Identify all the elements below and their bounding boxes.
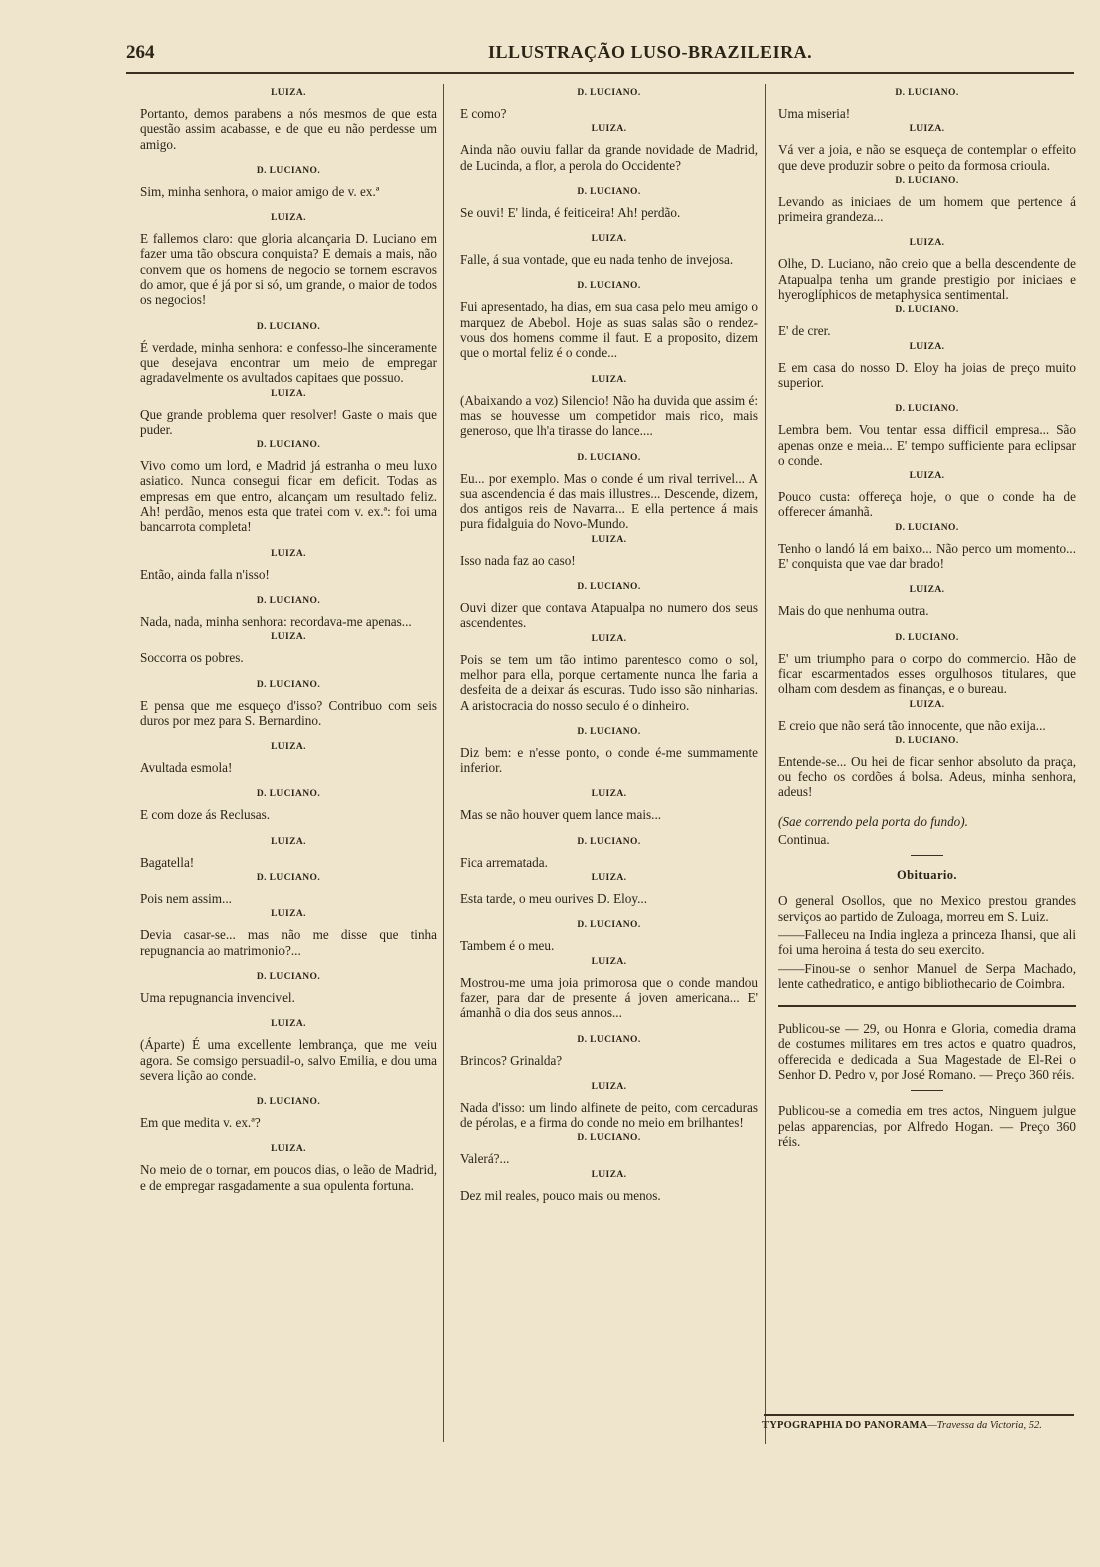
dialogue-line: Vivo como um lord, e Madrid já estranha o meu luxo asiatico. Nunca consegui ficar em deficit. Todas as empresas em que entro, alcançam um resultado feliz. Ah! perdão, menos esta que tratei com v. ex.ª: foi uma bancarrota completa! — [140, 458, 437, 535]
dialogue-line: (Áparte) É uma excellente lembrança, que me veiu agora. Se comsigo persuadil-o, salvo Emilia, e dou uma severa lição ao conde. — [140, 1037, 437, 1083]
speaker-label: LUIZA. — [271, 909, 306, 920]
speaker-label: LUIZA. — [271, 632, 306, 643]
notices-rule — [778, 1005, 1076, 1007]
speaker-label: LUIZA. — [271, 836, 306, 847]
speaker-label: D. LUCIANO. — [256, 789, 321, 800]
speaker-label: LUIZA. — [909, 471, 945, 482]
dialogue-line: E creio que não será tão innocente, que não exija... — [778, 717, 1046, 733]
speaker-label: D. LUCIANO. — [895, 735, 959, 746]
speaker-label: LUIZA. — [271, 388, 306, 399]
dialogue-line: Isso nada faz ao caso! — [460, 552, 576, 568]
dialogue-line: E como? — [460, 106, 507, 121]
dialogue-line: Então, ainda falla n'isso! — [140, 566, 270, 582]
dialogue-line: Pouco custa: offereça hoje, o que o conde ha de offerecer ámanhã. — [778, 489, 1076, 520]
imprint — [762, 1420, 1074, 1431]
speaker-label: LUIZA. — [909, 699, 945, 710]
dialogue-line: E com doze ás Reclusas. — [140, 807, 271, 823]
speaker-label: LUIZA. — [909, 124, 945, 135]
stage-direction: (Sae correndo pela porta do fundo). — [778, 813, 968, 829]
speaker-label: D. LUCIANO. — [256, 679, 321, 690]
dialogue-line: Bagatella! — [140, 854, 195, 870]
column-divider-2 — [765, 84, 766, 1444]
dialogue-line: Dez mil reales, pouco mais ou menos. — [460, 1187, 661, 1203]
page-number: 264 — [126, 42, 155, 63]
speaker-label: LUIZA. — [271, 1144, 306, 1155]
speaker-label: LUIZA. — [271, 548, 306, 559]
dialogue-line: Lembra bem. Vou tentar essa difficil empresa... São apenas onze e meia... E' tempo sufficiente para eclipsar o conde. — [778, 422, 1076, 468]
dialogue-line: Pois nem assim... — [140, 891, 232, 907]
obituary-paragraph: O general Osollos, que no Mexico prestou grandes serviços ao partido de Zuloaga, morreu em S. Luiz. — [778, 893, 1076, 924]
notice-paragraph: Publicou-se — 29, ou Honra e Gloria, comedia drama de costumes militares em tres actos e quatro quadros, offerecida e dedicada a Sua Magestade de El-Rei o Senhor D. Pedro v, por José Romano. — Preço 360 réis. — [778, 1021, 1076, 1082]
dialogue-line: Se ouvi! E' linda, é feiticeira! Ah! perdão. — [460, 204, 681, 220]
dialogue-line: Levando as iniciaes de um homem que pertence á primeira grandeza... — [778, 193, 1076, 225]
speaker-label: D. LUCIANO. — [577, 452, 641, 463]
speaker-label: LUIZA. — [591, 956, 627, 967]
dialogue-line: Soccorra os pobres. — [140, 650, 244, 666]
speaker-label: D. LUCIANO. — [895, 88, 959, 98]
imprint-printer: TYPOGRAPHIA DO PANORAMA — [762, 1420, 928, 1431]
dialogue-line: Tenho o landó lá em baixo... Não perco um momento... E' conquista que vae dar brado! — [778, 540, 1076, 572]
dialogue-line: E' um triumpho para o corpo do commercio. Hão de ficar escarmentados esses orgulhosos titulares, que olham com desdem as finanças, e o bureau. — [778, 650, 1076, 697]
dialogue-line: (Abaixando a voz) Silencio! Não ha duvida que assim é: mas se houvesse um competidor mais rico, mais generoso, que lh'a tirasse do lance.... — [460, 392, 758, 439]
section-rule — [911, 855, 943, 856]
dialogue-line: Brincos? Grinalda? — [460, 1052, 563, 1068]
dialogue-line: Fui apresentado, ha dias, em sua casa pelo meu amigo o marquez de Abebol. Hoje as suas salas são o rendez-vous dos homens comme il faut. E a proposito, dizem que o mortal feliz é o conde... — [460, 299, 758, 361]
dialogue-line: E em casa do nosso D. Eloy ha joias de preço muito superior. — [778, 359, 1076, 390]
speaker-label: D. LUCIANO. — [577, 726, 641, 737]
speaker-label: D. LUCIANO. — [577, 88, 641, 98]
obituary-paragraph: ——Falleceu na India ingleza a princeza Ihansi, que ali foi uma heroina á testa do seu exercito. — [778, 926, 1076, 958]
dialogue-line: Sim, minha senhora, o maior amigo de v. ex.ª — [140, 183, 380, 199]
speaker-label: LUIZA. — [271, 88, 306, 98]
speaker-label: D. LUCIANO. — [256, 440, 321, 451]
speaker-label: D. LUCIANO. — [577, 281, 641, 292]
dialogue-line: Falle, á sua vontade, que eu nada tenho de invejosa. — [460, 252, 734, 268]
dialogue-line: Olhe, D. Luciano, não creio que a bella descendente de Atapualpa tenha um grande prestigio por iniciaes e hyeroglíphicos de metaphysica sentimental. — [778, 256, 1076, 303]
speaker-label: LUIZA. — [591, 534, 627, 545]
speaker-label: D. LUCIANO. — [577, 1133, 641, 1144]
speaker-label: D. LUCIANO. — [256, 1097, 321, 1108]
speaker-label: LUIZA. — [271, 742, 306, 753]
speaker-label: LUIZA. — [909, 585, 945, 596]
dialogue-line: Ainda não ouviu fallar da grande novidade de Madrid, de Lucinda, a flor, a perola do Occidente? — [460, 142, 758, 173]
speaker-label: LUIZA. — [591, 1081, 627, 1092]
imprint-address: —Travessa da Victoria, 52. — [927, 1420, 1042, 1431]
dialogue-line: Mais do que nenhuma outra. — [778, 603, 929, 619]
dialogue-line: Pois se tem um tão intimo parentesco como o sol, melhor para ella, porque certamente nunca lhe faria a desfeita de a deixar ás escuras. Tudo isso são ninharias. A aristocracia do nosso seculo é o dinheiro. — [460, 651, 758, 713]
dialogue-line: Nada d'isso: um lindo alfinete de peito, com cercaduras de pérolas, e a firma do conde no meio em brilhantes! — [460, 1099, 758, 1131]
dialogue-line: Mostrou-me uma joia primorosa que o conde mandou fazer, para dar de presente á joven americana... E' ámanhã o dia dos seus annos... — [460, 974, 758, 1021]
speaker-label: D. LUCIANO. — [895, 305, 959, 316]
column-3 — [778, 88, 1076, 1152]
speaker-label: LUIZA. — [591, 873, 627, 884]
speaker-label: LUIZA. — [271, 1019, 306, 1030]
speaker-label: D. LUCIANO. — [577, 582, 641, 593]
speaker-label: D. LUCIANO. — [256, 165, 321, 176]
column-divider-1 — [443, 84, 444, 1442]
speaker-label: LUIZA. — [591, 789, 627, 800]
speaker-label: LUIZA. — [591, 124, 627, 135]
obituary-paragraph: ——Finou-se o senhor Manuel de Serpa Machado, lente cathedratico, e antigo bibliothecario de Coimbra. — [778, 960, 1076, 991]
dialogue-line: Eu... por exemplo. Mas o conde é um rival terrivel... A sua ascendencia é das mais illustres... Descende, dizem, dos antigos reis de Navarra... E ella pertence á mais pura fidalguia do Novo-Mundo. — [460, 470, 758, 532]
speaker-label: D. LUCIANO. — [577, 1034, 641, 1045]
dialogue-line: Vá ver a joia, e não se esqueça de contemplar o effeito que deve produzir sobre o peito da formosa crioula. — [778, 142, 1076, 173]
dialogue-line: Devia casar-se... mas não me disse que tinha repugnancia ao matrimonio?... — [140, 927, 437, 958]
running-title: ILLUSTRAÇÃO LUSO-BRAZILEIRA. — [488, 42, 813, 62]
speaker-label: LUIZA. — [909, 238, 945, 249]
speaker-label: D. LUCIANO. — [256, 873, 321, 884]
speaker-label: D. LUCIANO. — [895, 404, 959, 415]
speaker-label: D. LUCIANO. — [256, 595, 321, 606]
dialogue-line: Uma miseria! — [778, 106, 851, 121]
dialogue-line: Fica arrematada. — [460, 854, 548, 870]
dialogue-line: E fallemos claro: que gloria alcançaria D. Luciano em fazer uma tão obscura conquista? E demais a mais, não convem que os homens de negocio se tornem escravos do amor, que é já por si só, um grande, o maior de todos os negocios! — [140, 231, 437, 308]
dialogue-line: É verdade, minha senhora: e confesso-lhe sinceramente que desejava encontrar um meio de empregar agradavelmente os avultados capitaes que possuo. — [140, 339, 437, 386]
obituary-title: Obituario. — [897, 868, 957, 883]
header-rule — [126, 72, 1074, 74]
dialogue-line: Avultada esmola! — [140, 760, 233, 776]
dialogue-line: Que grande problema quer resolver! Gaste o mais que puder. — [140, 406, 437, 437]
dialogue-line: Esta tarde, o meu ourives D. Eloy... — [460, 891, 648, 907]
speaker-label: D. LUCIANO. — [577, 920, 641, 931]
dialogue-line: Entende-se... Ou hei de ficar senhor absoluto da praça, ou fecho os cordões á bolsa. Adeus, minha senhora, adeus! — [778, 753, 1076, 800]
speaker-label: D. LUCIANO. — [577, 836, 641, 847]
column-2 — [460, 88, 758, 1217]
dialogue-line: E pensa que me esqueço d'isso? Contribuo com seis duros por mez para S. Bernardino. — [140, 697, 437, 728]
dialogue-line: Em que medita v. ex.ª? — [140, 1115, 261, 1131]
section-rule — [911, 1090, 943, 1091]
speaker-label: LUIZA. — [909, 341, 945, 352]
speaker-label: LUIZA. — [591, 1169, 627, 1180]
dialogue-line: Tambem é o meu. — [460, 938, 555, 954]
dialogue-line: Ouvi dizer que contava Atapualpa no numero dos seus ascendentes. — [460, 600, 758, 631]
page-header — [126, 42, 1072, 70]
speaker-label: D. LUCIANO. — [895, 175, 959, 186]
speaker-label: D. LUCIANO. — [895, 632, 959, 643]
imprint-rule — [764, 1414, 1074, 1416]
dialogue-line: Uma repugnancia invencivel. — [140, 989, 295, 1005]
speaker-label: LUIZA. — [591, 633, 627, 644]
dialogue-line: Mas se não houver quem lance mais... — [460, 807, 662, 823]
speaker-label: LUIZA. — [271, 213, 306, 224]
dialogue-line: No meio de o tornar, em poucos dias, o leão de Madrid, e de empregar rasgadamente a sua opulenta fortuna. — [140, 1162, 437, 1193]
dialogue-line: Diz bem: e n'esse ponto, o conde é-me summamente inferior. — [460, 744, 758, 776]
notice-paragraph: Publicou-se a comedia em tres actos, Ninguem julgue pelas apparencias, por Alfredo Hogan. — Preço 360 réis. — [778, 1103, 1076, 1149]
dialogue-line: Nada, nada, minha senhora: recordava-me apenas... — [140, 613, 412, 629]
speaker-label: LUIZA. — [591, 374, 627, 385]
speaker-label: LUIZA. — [591, 234, 627, 245]
dialogue-line: Portanto, demos parabens a nós mesmos de que esta questão assim acabasse, e de que eu não perdesse um amigo. — [140, 106, 437, 152]
dialogue-line: Valerá?... — [460, 1151, 510, 1167]
dialogue-line: E' de crer. — [778, 323, 831, 339]
speaker-label: D. LUCIANO. — [577, 186, 641, 197]
speaker-label: D. LUCIANO. — [256, 971, 321, 982]
speaker-label: D. LUCIANO. — [256, 321, 321, 332]
column-1 — [140, 88, 437, 1207]
continued-note: Continua. — [778, 832, 830, 848]
speaker-label: D. LUCIANO. — [895, 522, 959, 533]
